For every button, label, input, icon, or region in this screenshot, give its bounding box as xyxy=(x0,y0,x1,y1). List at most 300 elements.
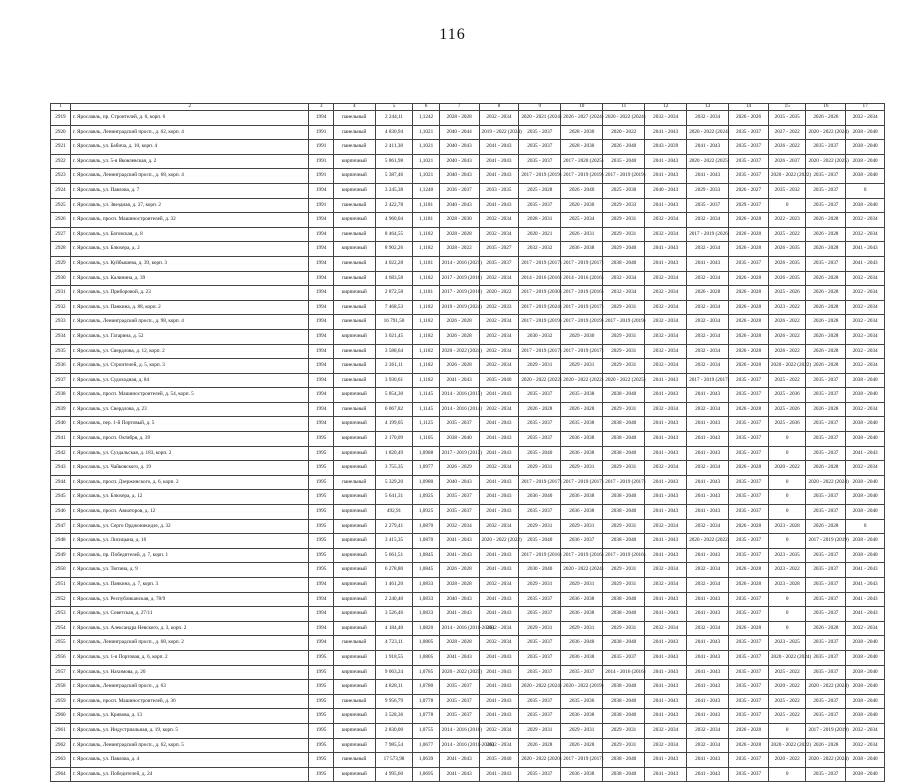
table-cell: 1,1182 xyxy=(413,315,440,330)
table-cell: 2041 - 2043 xyxy=(687,140,729,155)
table-cell: 1994 xyxy=(309,242,333,257)
table-row xyxy=(51,198,885,213)
table-cell: 1994 xyxy=(309,183,333,198)
table-cell: 1994 xyxy=(309,256,333,271)
table-cell: 2017 - 2019 (2019) xyxy=(519,169,561,184)
table-cell: 2936 xyxy=(51,359,71,374)
table-cell: 0 xyxy=(768,767,806,782)
table-cell: 2038 - 2040 xyxy=(603,607,645,622)
table-cell: 1,1182 xyxy=(413,242,440,257)
table-cell: г. Ярославль, ул. Судоходная, д. 84 xyxy=(70,373,309,388)
table-cell: 2032 - 2034 xyxy=(479,636,519,651)
table-cell: 2020 - 2022 (2024) xyxy=(439,344,479,359)
table-row xyxy=(51,650,885,665)
table-cell: 2038 - 2040 xyxy=(846,432,885,447)
table-cell: 2020 - 2022 (2024) xyxy=(561,563,603,578)
table-cell: кирпичный xyxy=(333,534,375,549)
table-row xyxy=(51,402,885,417)
table-cell: 2025 - 2022 xyxy=(768,694,806,709)
table-cell: 2035 - 2037 xyxy=(729,490,769,505)
table-cell: 2041 - 2043 xyxy=(645,154,687,169)
table-cell: 2038 - 2040 xyxy=(603,417,645,432)
table-cell: 2023 - 2028 xyxy=(768,519,806,534)
table-cell: 2017 - 2019 (2024) xyxy=(519,300,561,315)
table-cell: 2017 - 2019 (2019) xyxy=(519,315,561,330)
table-cell: 2036 - 2037 xyxy=(439,183,479,198)
table-cell: 2038 - 2040 xyxy=(846,709,885,724)
table-cell: 3 588,64 xyxy=(375,344,413,359)
table-cell: 4 828,11 xyxy=(375,680,413,695)
table-cell: 2038 - 2040 xyxy=(846,548,885,563)
table-cell: 2026 - 2028 xyxy=(729,271,769,286)
table-cell: 0 xyxy=(768,723,806,738)
table-cell: 2035 - 2037 xyxy=(519,140,561,155)
table-cell: 2029 - 2031 xyxy=(603,213,645,228)
table-cell: 2023 - 2028 xyxy=(768,578,806,593)
table-cell: 2026 - 2028 xyxy=(806,738,846,753)
table-cell: 1995 xyxy=(309,767,333,782)
table-cell: 1,1021 xyxy=(413,169,440,184)
table-cell: 2035 - 2037 xyxy=(519,154,561,169)
table-cell: 2940 xyxy=(51,417,71,432)
table-cell: 2035 - 2037 xyxy=(519,417,561,432)
table-cell: 2014 - 2016 (2014) xyxy=(439,402,479,417)
table-cell: 1994 xyxy=(309,607,333,622)
table-cell: 2035 - 2037 xyxy=(806,373,846,388)
table-cell: 1994 xyxy=(309,592,333,607)
table-row xyxy=(51,242,885,257)
table-cell: 2035 - 2038 xyxy=(561,388,603,403)
table-cell: кирпичный xyxy=(333,183,375,198)
table-cell: 2041 - 2043 xyxy=(687,694,729,709)
table-cell: 2032 - 2034 xyxy=(687,329,729,344)
table-cell: 2040 - 2043 xyxy=(439,169,479,184)
table-cell: 2019 - 2019 (2024) xyxy=(439,300,479,315)
table-cell: 492,91 xyxy=(375,505,413,520)
table-cell: кирпичный xyxy=(333,592,375,607)
table-cell: 2035 - 2037 xyxy=(519,388,561,403)
table-cell: 1,1125 xyxy=(413,417,440,432)
table-cell: 2026 - 2028 xyxy=(729,519,769,534)
table-cell: 2017 - 2019 (2017) xyxy=(561,256,603,271)
table-row xyxy=(51,621,885,636)
table-cell: 4 683,58 xyxy=(375,271,413,286)
table-cell: 2041 - 2043 xyxy=(439,548,479,563)
table-cell: 2029 - 2033 xyxy=(687,183,729,198)
table-cell: 2032 - 2034 xyxy=(846,738,885,753)
table-cell: 2041 - 2043 xyxy=(645,665,687,680)
table-cell: 2041 - 2043 xyxy=(479,490,519,505)
table-cell: 2938 xyxy=(51,388,71,403)
table-cell: 2035 - 2037 xyxy=(806,505,846,520)
table-cell: 2035 - 2040 xyxy=(603,154,645,169)
table-cell: 2035 - 2037 xyxy=(729,607,769,622)
table-cell: 2032 - 2034 xyxy=(846,344,885,359)
table-cell: 2026 - 2028 xyxy=(729,738,769,753)
table-cell: 1995 xyxy=(309,680,333,695)
table-cell: панельный xyxy=(333,753,375,768)
table-cell: 1995 xyxy=(309,461,333,476)
table-cell: 2041 - 2043 xyxy=(479,432,519,447)
table-row xyxy=(51,213,885,228)
table-cell: 1995 xyxy=(309,475,333,490)
table-cell: 2025 - 2036 xyxy=(768,388,806,403)
table-row xyxy=(51,256,885,271)
table-cell: кирпичный xyxy=(333,154,375,169)
table-cell: 1,0778 xyxy=(413,694,440,709)
table-cell: 2020 - 2022 xyxy=(768,753,806,768)
table-cell: 2017 - 2019 (2017) xyxy=(519,475,561,490)
table-cell: 2026 - 2028 xyxy=(729,286,769,301)
table-cell: 2 240,40 xyxy=(375,592,413,607)
table-cell: 2017 - 2019 (2026) xyxy=(687,227,729,242)
table-cell: 2032 - 2034 xyxy=(687,344,729,359)
table-cell: 0 xyxy=(768,198,806,213)
table-cell: 2038 - 2040 xyxy=(603,636,645,651)
table-cell: 1,1181 xyxy=(413,213,440,228)
table-cell: панельный xyxy=(333,111,375,126)
table-cell: 1994 xyxy=(309,344,333,359)
table-cell: 2958 xyxy=(51,680,71,695)
table-cell: 2952 xyxy=(51,592,71,607)
table-cell: 2025 - 2022 xyxy=(768,665,806,680)
table-row xyxy=(51,475,885,490)
table-cell: 2035 - 2037 xyxy=(729,650,769,665)
table-cell: 2041 - 2043 xyxy=(479,505,519,520)
table-cell: 2032 - 2034 xyxy=(479,213,519,228)
table-cell: 2920 xyxy=(51,125,71,140)
table-cell: 2029 - 2031 xyxy=(603,402,645,417)
table-cell: 2035 - 2037 xyxy=(729,154,769,169)
table-cell: 2041 - 2043 xyxy=(479,592,519,607)
table-row xyxy=(51,140,885,155)
table-cell: 2035 - 2037 xyxy=(806,592,846,607)
table-cell: 2032 - 2034 xyxy=(645,621,687,636)
table-cell: 2947 xyxy=(51,519,71,534)
table-row xyxy=(51,344,885,359)
table-cell: 2029 - 2031 xyxy=(561,519,603,534)
table-cell: 2928 xyxy=(51,242,71,257)
table-cell: 2026 - 2028 xyxy=(729,578,769,593)
table-cell: 2029 - 2031 xyxy=(603,227,645,242)
table-cell: 2035 - 2035 xyxy=(768,111,806,126)
table-cell: 2041 - 2043 xyxy=(479,694,519,709)
table-row xyxy=(51,694,885,709)
table-cell: г. Ярославль, ул. Республиканская, д. 78/9 xyxy=(70,592,309,607)
table-cell: 2035 - 2037 xyxy=(729,636,769,651)
table-cell: 2026 - 2028 xyxy=(806,402,846,417)
table-cell: 2943 xyxy=(51,461,71,476)
table-cell: 2026 - 2028 xyxy=(729,723,769,738)
table-cell: 2026 - 2026 xyxy=(806,111,846,126)
table-cell: 2026 - 2028 xyxy=(729,227,769,242)
table-cell: 2032 - 2034 xyxy=(687,111,729,126)
table-cell: 2919 xyxy=(51,111,71,126)
table-cell: кирпичный xyxy=(333,709,375,724)
table-row xyxy=(51,417,885,432)
table-cell: 2026 - 2028 xyxy=(806,359,846,374)
table-cell: 0 xyxy=(768,475,806,490)
table-cell: 2035 - 2037 xyxy=(806,548,846,563)
table-cell: 1994 xyxy=(309,315,333,330)
table-cell: кирпичный xyxy=(333,548,375,563)
table-row xyxy=(51,563,885,578)
table-cell: 2023 - 2025 xyxy=(768,636,806,651)
table-cell: 4 022,28 xyxy=(375,256,413,271)
table-cell: 1995 xyxy=(309,519,333,534)
table-cell: 2942 xyxy=(51,446,71,461)
table-cell: 2020 - 2022 (2025) xyxy=(806,154,846,169)
table-cell: 4 199,05 xyxy=(375,417,413,432)
table-row xyxy=(51,461,885,476)
table-cell: 2038 - 2040 xyxy=(846,140,885,155)
table-cell: 1994 xyxy=(309,111,333,126)
table-cell: 2041 - 2043 xyxy=(479,767,519,782)
table-cell: 2029 - 2031 xyxy=(519,723,561,738)
table-cell: 2036 - 2040 xyxy=(561,636,603,651)
table-cell: панельный xyxy=(333,344,375,359)
table-cell: 4 723,11 xyxy=(375,636,413,651)
table-cell: 2032 - 2034 xyxy=(479,738,519,753)
table-cell: 1,1021 xyxy=(413,125,440,140)
table-cell: 2026 - 2028 xyxy=(729,621,769,636)
table-cell: 2032 - 2034 xyxy=(687,738,729,753)
table-cell: 2041 - 2043 xyxy=(479,709,519,724)
column-header: 13 xyxy=(687,104,729,111)
table-cell: 2950 xyxy=(51,563,71,578)
table-cell: 2041 - 2043 xyxy=(479,198,519,213)
table-cell: 2020 - 2022 (2024) xyxy=(519,680,561,695)
table-cell: 2029 - 2031 xyxy=(519,461,561,476)
table-cell: 2026 - 2031 xyxy=(561,227,603,242)
table-row xyxy=(51,548,885,563)
table-cell: 2041 - 2043 xyxy=(687,505,729,520)
table-cell: 3 415,35 xyxy=(375,534,413,549)
table-cell: 2026 - 2028 xyxy=(806,227,846,242)
table-cell: 2035 - 2037 xyxy=(729,665,769,680)
table-cell: 1994 xyxy=(309,402,333,417)
table-cell: 2035 - 2037 xyxy=(439,417,479,432)
table-cell: 2026 - 2022 xyxy=(768,315,806,330)
table-cell: кирпичный xyxy=(333,680,375,695)
table-cell: 2038 - 2040 xyxy=(846,154,885,169)
table-cell: 2032 - 2034 xyxy=(687,213,729,228)
table-cell: 2035 - 2037 xyxy=(439,694,479,709)
table-cell: 2017 - 2019 (2016) xyxy=(439,271,479,286)
table-cell: 1994 xyxy=(309,227,333,242)
table-cell: 2035 - 2037 xyxy=(806,446,846,461)
table-cell: 2028 - 2022 xyxy=(439,242,479,257)
table-cell: 2026 - 2022 xyxy=(768,140,806,155)
table-cell: 1,0639 xyxy=(413,753,440,768)
table-cell: 3 528,36 xyxy=(375,709,413,724)
table-row xyxy=(51,709,885,724)
table-cell: панельный xyxy=(333,300,375,315)
table-cell: 2041 - 2043 xyxy=(645,548,687,563)
table-cell: 2041 - 2043 xyxy=(846,592,885,607)
table-cell: 1995 xyxy=(309,709,333,724)
table-cell: г. Ярославль, Ленинградский просп., д. 63 xyxy=(70,680,309,695)
table-cell: 2023 - 2022 xyxy=(768,300,806,315)
table-cell: 2035 - 2037 xyxy=(729,475,769,490)
table-cell: г. Ярославль, ул. Александра Невского, д. 3, корп. 2 xyxy=(70,621,309,636)
table-cell: 2035 - 2037 xyxy=(519,198,561,213)
table-cell: 2035 - 2037 xyxy=(519,592,561,607)
table-cell: 1,0785 xyxy=(413,665,440,680)
table-cell: 2035 - 2037 xyxy=(806,665,846,680)
column-header: 17 xyxy=(846,104,885,111)
table-cell: 2929 xyxy=(51,256,71,271)
table-cell: 2041 - 2043 xyxy=(479,475,519,490)
table-cell: кирпичный xyxy=(333,738,375,753)
table-cell: 2041 - 2043 xyxy=(645,680,687,695)
table-cell: 2020 - 2022 (2024) xyxy=(687,125,729,140)
table-cell: кирпичный xyxy=(333,767,375,782)
table-cell: 2036 - 2040 xyxy=(519,490,561,505)
table-cell: 2035 - 2038 xyxy=(561,417,603,432)
table-cell: 2017 - 2019 (2017) xyxy=(519,256,561,271)
table-cell: 3 245,38 xyxy=(375,183,413,198)
table-cell: 2026 - 2028 xyxy=(729,329,769,344)
table-cell: 2032 - 2034 xyxy=(687,315,729,330)
table-cell: 2038 - 2040 xyxy=(846,505,885,520)
table-cell: 2023 - 2035 xyxy=(768,548,806,563)
table-row xyxy=(51,432,885,447)
table-cell: 2038 - 2040 xyxy=(603,432,645,447)
table-cell: 2035 - 2037 xyxy=(519,432,561,447)
table-cell: 2017 - 2019 (2017) xyxy=(561,344,603,359)
table-cell: 2028 - 2028 xyxy=(439,227,479,242)
table-cell: 1991 xyxy=(309,125,333,140)
table-cell: 1995 xyxy=(309,534,333,549)
table-cell: кирпичный xyxy=(333,432,375,447)
table-cell: 2035 - 2037 xyxy=(729,388,769,403)
table-cell: 2035 - 2037 xyxy=(806,140,846,155)
table-cell: 2040 - 2043 xyxy=(439,154,479,169)
table-cell: 2035 - 2037 xyxy=(806,694,846,709)
table-cell: 2032 - 2034 xyxy=(687,402,729,417)
table-cell: 2032 - 2034 xyxy=(846,227,885,242)
table-cell: 2028 - 2028 xyxy=(439,636,479,651)
table-cell: 2933 xyxy=(51,315,71,330)
table-cell: 2029 - 2031 xyxy=(603,519,645,534)
table-cell: панельный xyxy=(333,256,375,271)
schedule-table-container xyxy=(50,103,885,782)
table-cell: 1,0988 xyxy=(413,446,440,461)
table-cell: 2014 - 2016 (2021) xyxy=(439,256,479,271)
table-cell: 2017 - 2019 (2016) xyxy=(519,548,561,563)
table-cell: 2922 xyxy=(51,154,71,169)
table-cell: 1,0833 xyxy=(413,578,440,593)
table-row xyxy=(51,753,885,768)
table-cell: 2032 - 2034 xyxy=(439,519,479,534)
table-cell: 2041 - 2043 xyxy=(479,388,519,403)
table-cell: 2043 - 2039 xyxy=(645,140,687,155)
table-cell: 2041 - 2043 xyxy=(479,548,519,563)
table-cell: 1,0778 xyxy=(413,709,440,724)
table-cell: кирпичный xyxy=(333,505,375,520)
table-cell: 2029 - 2031 xyxy=(561,359,603,374)
table-cell: 2017 - 2019 (2019) xyxy=(561,169,603,184)
table-cell: 2041 - 2043 xyxy=(479,665,519,680)
table-cell: 1991 xyxy=(309,198,333,213)
table-cell: 2025 - 2022 xyxy=(768,709,806,724)
table-cell: 2 830,00 xyxy=(375,723,413,738)
table-row xyxy=(51,271,885,286)
table-cell: 2041 - 2043 xyxy=(687,636,729,651)
table-cell: 2026 - 2028 xyxy=(439,359,479,374)
table-cell: 2029 - 2033 xyxy=(603,198,645,213)
table-cell: 1994 xyxy=(309,329,333,344)
table-cell: 7 985,54 xyxy=(375,738,413,753)
table-cell: 2032 - 2034 xyxy=(846,300,885,315)
table-cell: 2032 - 2034 xyxy=(479,723,519,738)
table-cell: 2020 - 2022 (2024) xyxy=(768,650,806,665)
table-cell: 2026 - 2028 xyxy=(806,519,846,534)
table-cell: г. Ярославль, ул. Кривова, д. 13 xyxy=(70,709,309,724)
table-cell: 2035 - 2040 xyxy=(519,446,561,461)
table-cell: 2032 - 2034 xyxy=(846,359,885,374)
table-cell: кирпичный xyxy=(333,213,375,228)
table-cell: 2035 - 2037 xyxy=(806,256,846,271)
table-cell: 2035 - 2037 xyxy=(729,125,769,140)
table-cell: 2026 - 2028 xyxy=(729,315,769,330)
table-cell: 2017 - 2019 (2030) xyxy=(519,286,561,301)
table-cell: 2040 - 2043 xyxy=(439,140,479,155)
table-cell: 2032 - 2034 xyxy=(645,578,687,593)
column-header: 12 xyxy=(645,104,687,111)
table-cell: г. Ярославль, Ленинградский просп., д. 62, корп. 5 xyxy=(70,738,309,753)
table-row xyxy=(51,578,885,593)
table-cell: 2036 - 2038 xyxy=(561,767,603,782)
table-cell: 2026 - 2028 xyxy=(687,286,729,301)
table-cell: 2038 - 2040 xyxy=(603,505,645,520)
table-cell: 2029 - 2031 xyxy=(603,621,645,636)
table-cell: 2026 - 2035 xyxy=(768,271,806,286)
table-cell: 2020 - 2022 xyxy=(768,461,806,476)
table-cell: 2025 - 2022 xyxy=(768,227,806,242)
column-header: 6 xyxy=(413,104,440,111)
table-cell: г. Ярославль, ул. Павлова, д. 4 xyxy=(70,753,309,768)
table-cell: 2 361,11 xyxy=(375,359,413,374)
table-cell: 2041 - 2043 xyxy=(439,607,479,622)
table-cell: 2041 - 2043 xyxy=(687,417,729,432)
table-cell: 2032 - 2034 xyxy=(645,563,687,578)
table-cell: 2025 - 2022 xyxy=(768,373,806,388)
table-cell: 2026 - 2022 xyxy=(768,344,806,359)
table-cell: панельный xyxy=(333,271,375,286)
table-cell: 2041 - 2043 xyxy=(645,432,687,447)
table-cell: 6 067,82 xyxy=(375,402,413,417)
table-cell: 1995 xyxy=(309,738,333,753)
table-cell: 2036 - 2038 xyxy=(561,709,603,724)
table-cell: 2026 - 2040 xyxy=(561,183,603,198)
table-cell: 2041 - 2043 xyxy=(645,694,687,709)
table-cell: 2041 - 2043 xyxy=(687,607,729,622)
table-cell: 2035 - 2040 xyxy=(479,373,519,388)
table-cell: г. Ярославль, ул. Лисицына, д. 16 xyxy=(70,534,309,549)
table-cell: г. Ярославль, просп. Октября, д. 39 xyxy=(70,432,309,447)
column-header: 10 xyxy=(561,104,603,111)
table-cell: 2036 - 2038 xyxy=(561,446,603,461)
table-cell: 2029 - 2031 xyxy=(603,578,645,593)
table-cell: 1,0820 xyxy=(413,621,440,636)
table-cell: 2949 xyxy=(51,548,71,563)
table-cell: 2017 - 2019 (2016) xyxy=(603,548,645,563)
table-cell: 2041 - 2043 xyxy=(645,650,687,665)
table-cell: 2041 - 2043 xyxy=(645,388,687,403)
table-cell: 2032 - 2034 xyxy=(645,286,687,301)
